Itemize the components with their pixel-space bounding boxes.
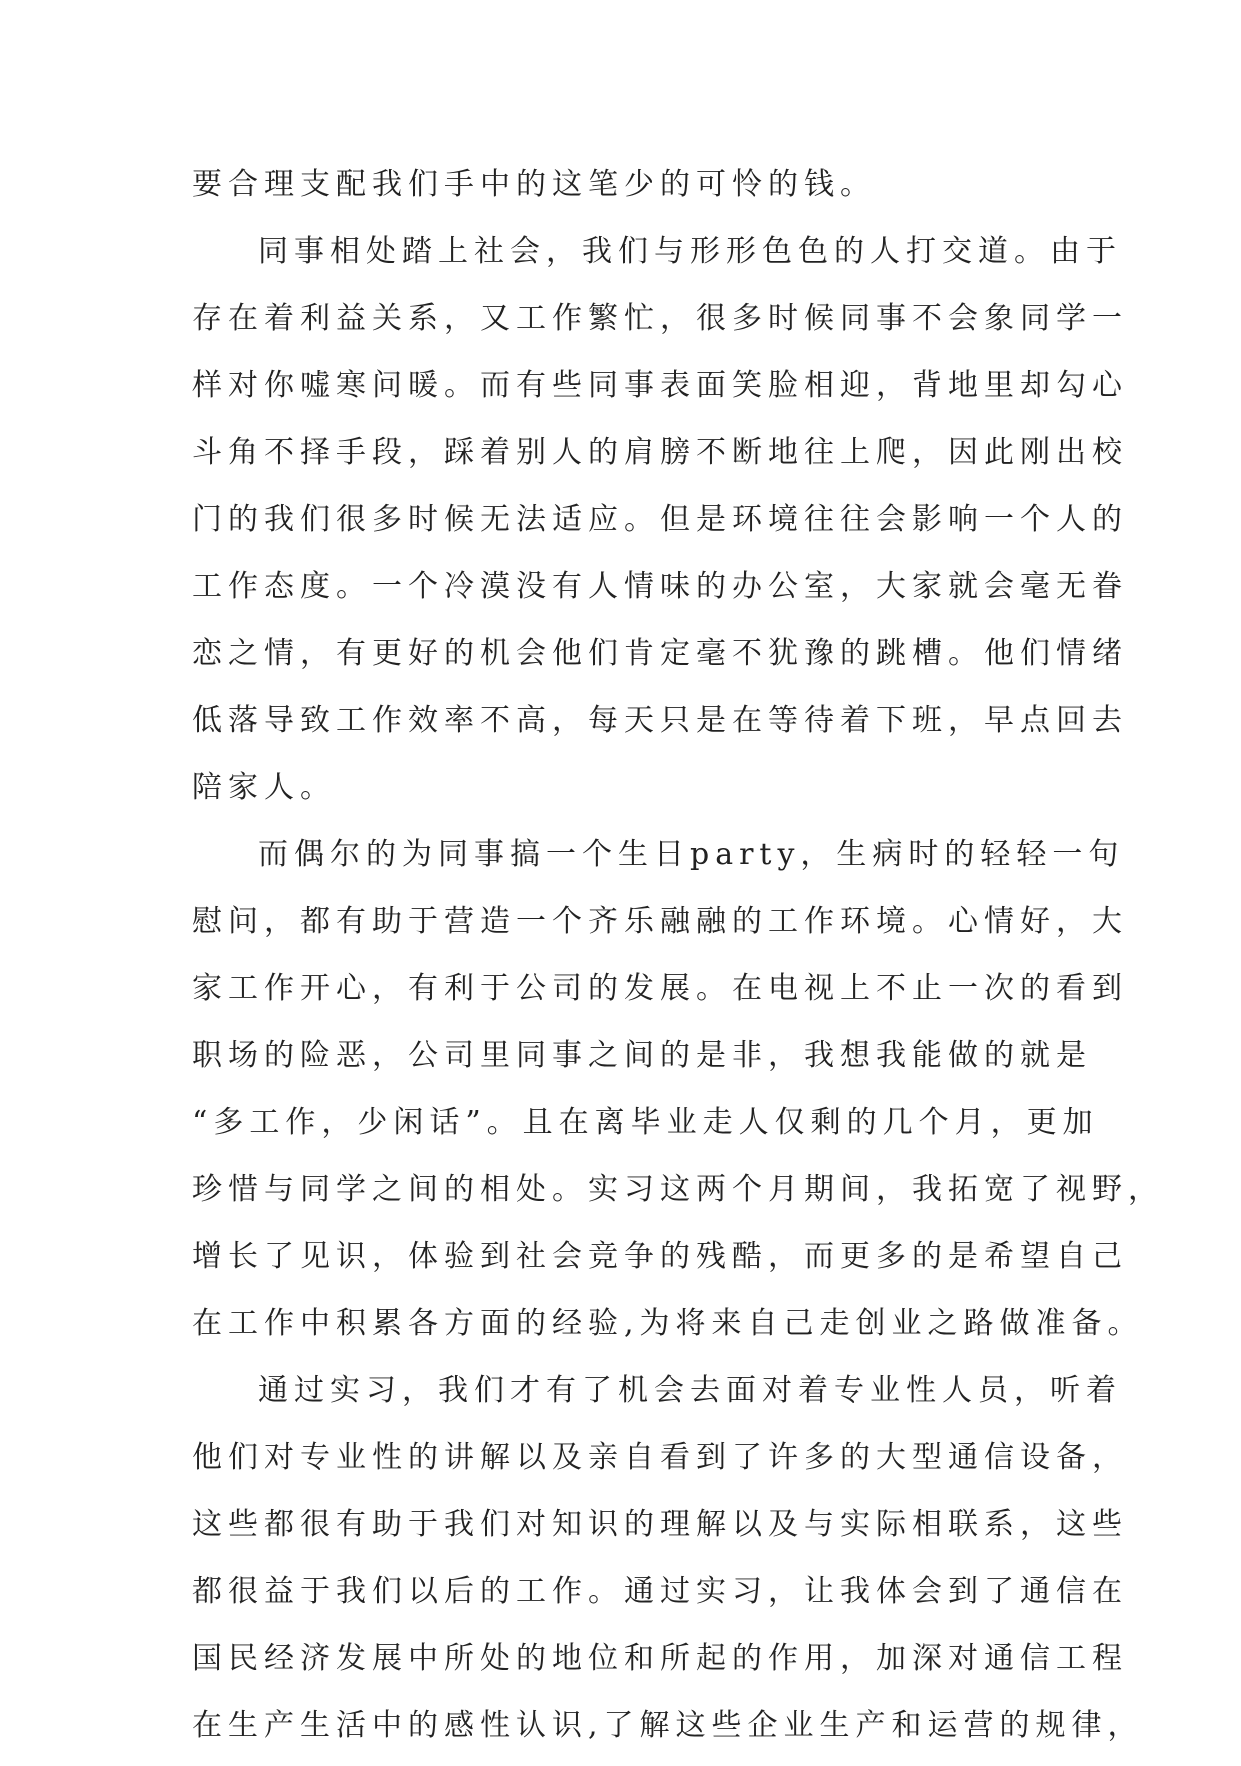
text-line: 门的我们很多时候无法适应。但是环境往往会影响一个人的 [192,502,1128,537]
text-line: 低落导致工作效率不高，每天只是在等待着下班，早点回去 [192,703,1128,738]
text-line: “多工作，少闲话”。且在离毕业走人仅剩的几个月，更加 [192,1105,1099,1140]
text-line: 存在着利益关系，又工作繁忙，很多时候同事不会象同学一 [192,301,1128,336]
text-line: 增长了见识，体验到社会竞争的残酷，而更多的是希望自己 [192,1239,1128,1274]
text-line: 陪家人。 [192,770,336,805]
text-line: 珍惜与同学之间的相处。实习这两个月期间，我拓宽了视野， [192,1172,1164,1207]
text-line: 在生产生活中的感性认识,了解这些企业生产和运营的规律， [192,1708,1144,1743]
paragraph-start-line: 而偶尔的为同事搞一个生日party，生病时的轻轻一句 [258,837,1125,872]
text-line: 这些都很有助于我们对知识的理解以及与实际相联系，这些 [192,1507,1128,1542]
text-line: 国民经济发展中所处的地位和所起的作用，加深对通信工程 [192,1641,1128,1676]
text-line: 恋之情，有更好的机会他们肯定毫不犹豫的跳槽。他们情绪 [192,636,1128,671]
text-line: 样对你嘘寒问暖。而有些同事表面笑脸相迎，背地里却勾心 [192,368,1128,403]
text-line: 在工作中积累各方面的经验,为将来自己走创业之路做准备。 [192,1306,1144,1341]
paragraph-start-line: 通过实习，我们才有了机会去面对着专业性人员，听着 [258,1373,1122,1408]
paragraph-start-line: 同事相处踏上社会，我们与形形色色的人打交道。由于 [258,234,1122,269]
document-body [192,158,1164,1766]
text-line: 家工作开心，有利于公司的发展。在电视上不止一次的看到 [192,971,1128,1006]
text-line: 要合理支配我们手中的这笔少的可怜的钱。 [192,167,876,202]
text-line: 慰问，都有助于营造一个齐乐融融的工作环境。心情好，大 [192,904,1128,939]
text-line: 他们对专业性的讲解以及亲自看到了许多的大型通信设备， [192,1440,1128,1475]
text-line: 职场的险恶，公司里同事之间的是非，我想我能做的就是 [192,1038,1092,1073]
text-line: 斗角不择手段，踩着别人的肩膀不断地往上爬，因此刚出校 [192,435,1128,470]
text-line: 都很益于我们以后的工作。通过实习，让我体会到了通信在 [192,1574,1128,1609]
text-line: 工作态度。一个冷漠没有人情味的办公室，大家就会毫无眷 [192,569,1128,604]
